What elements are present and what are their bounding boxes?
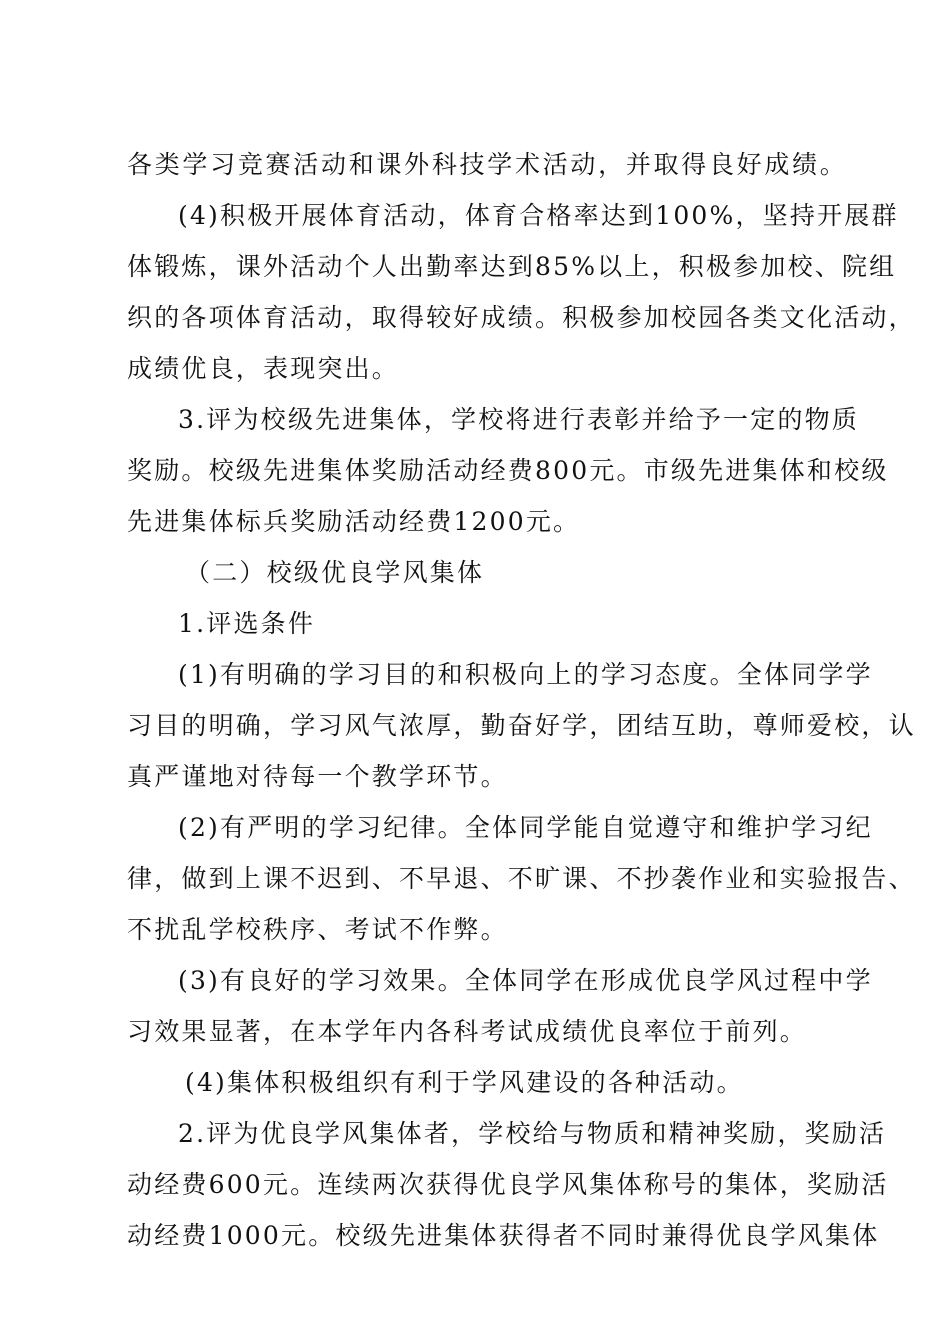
paragraph-line: 动经费600元。连续两次获得优良学风集体称号的集体，奖励活 (127, 1170, 889, 1199)
paragraph-line: (1)有明确的学习目的和积极向上的学习态度。全体同学学 (178, 660, 873, 689)
paragraph-line: (4)积极开展体育活动，体育合格率达到100%，坚持开展群 (178, 201, 899, 230)
paragraph-line: (3)有良好的学习效果。全体同学在形成优良学风过程中学 (178, 966, 873, 995)
paragraph-line: 织的各项体育活动，取得较好成绩。积极参加校园各类文化活动， (127, 303, 916, 332)
paragraph-line: (2)有严明的学习纪律。全体同学能自觉遵守和维护学习纪 (178, 813, 873, 842)
paragraph-line: 成绩优良，表现突出。 (127, 354, 400, 383)
paragraph-line: 真严谨地对待每一个教学环节。 (127, 762, 508, 791)
paragraph-line: (4)集体积极组织有利于学风建设的各种活动。 (185, 1068, 744, 1097)
paragraph-line: 动经费1000元。校级先进集体获得者不同时兼得优良学风集体 (127, 1221, 880, 1250)
paragraph-line: 习效果显著，在本学年内各科考试成绩优良率位于前列。 (127, 1017, 808, 1046)
paragraph-line: 律，做到上课不迟到、不早退、不旷课、不抄袭作业和实验报告、 (127, 864, 916, 893)
paragraph-line: 奖励。校级先进集体奖励活动经费800元。市级先进集体和校级 (127, 456, 889, 485)
paragraph-line: 3.评为校级先进集体，学校将进行表彰并给予一定的物质 (178, 405, 860, 434)
paragraph-line: 习目的明确，学习风气浓厚，勤奋好学，团结互助，尊师爱校，认 (127, 711, 916, 740)
paragraph-line: 2.评为优良学风集体者，学校给与物质和精神奖励，奖励活 (178, 1119, 887, 1148)
subheading: 1.评选条件 (178, 609, 316, 638)
paragraph-line: 不扰乱学校秩序、考试不作弊。 (127, 915, 508, 944)
paragraph-line: 先进集体标兵奖励活动经费1200元。 (127, 507, 581, 536)
paragraph-line: 各类学习竞赛活动和课外科技学术活动，并取得良好成绩。 (127, 150, 847, 179)
section-heading: （二）校级优良学风集体 (185, 558, 485, 587)
paragraph-line: 体锻炼，课外活动个人出勤率达到85%以上，积极参加校、院组 (127, 252, 897, 281)
